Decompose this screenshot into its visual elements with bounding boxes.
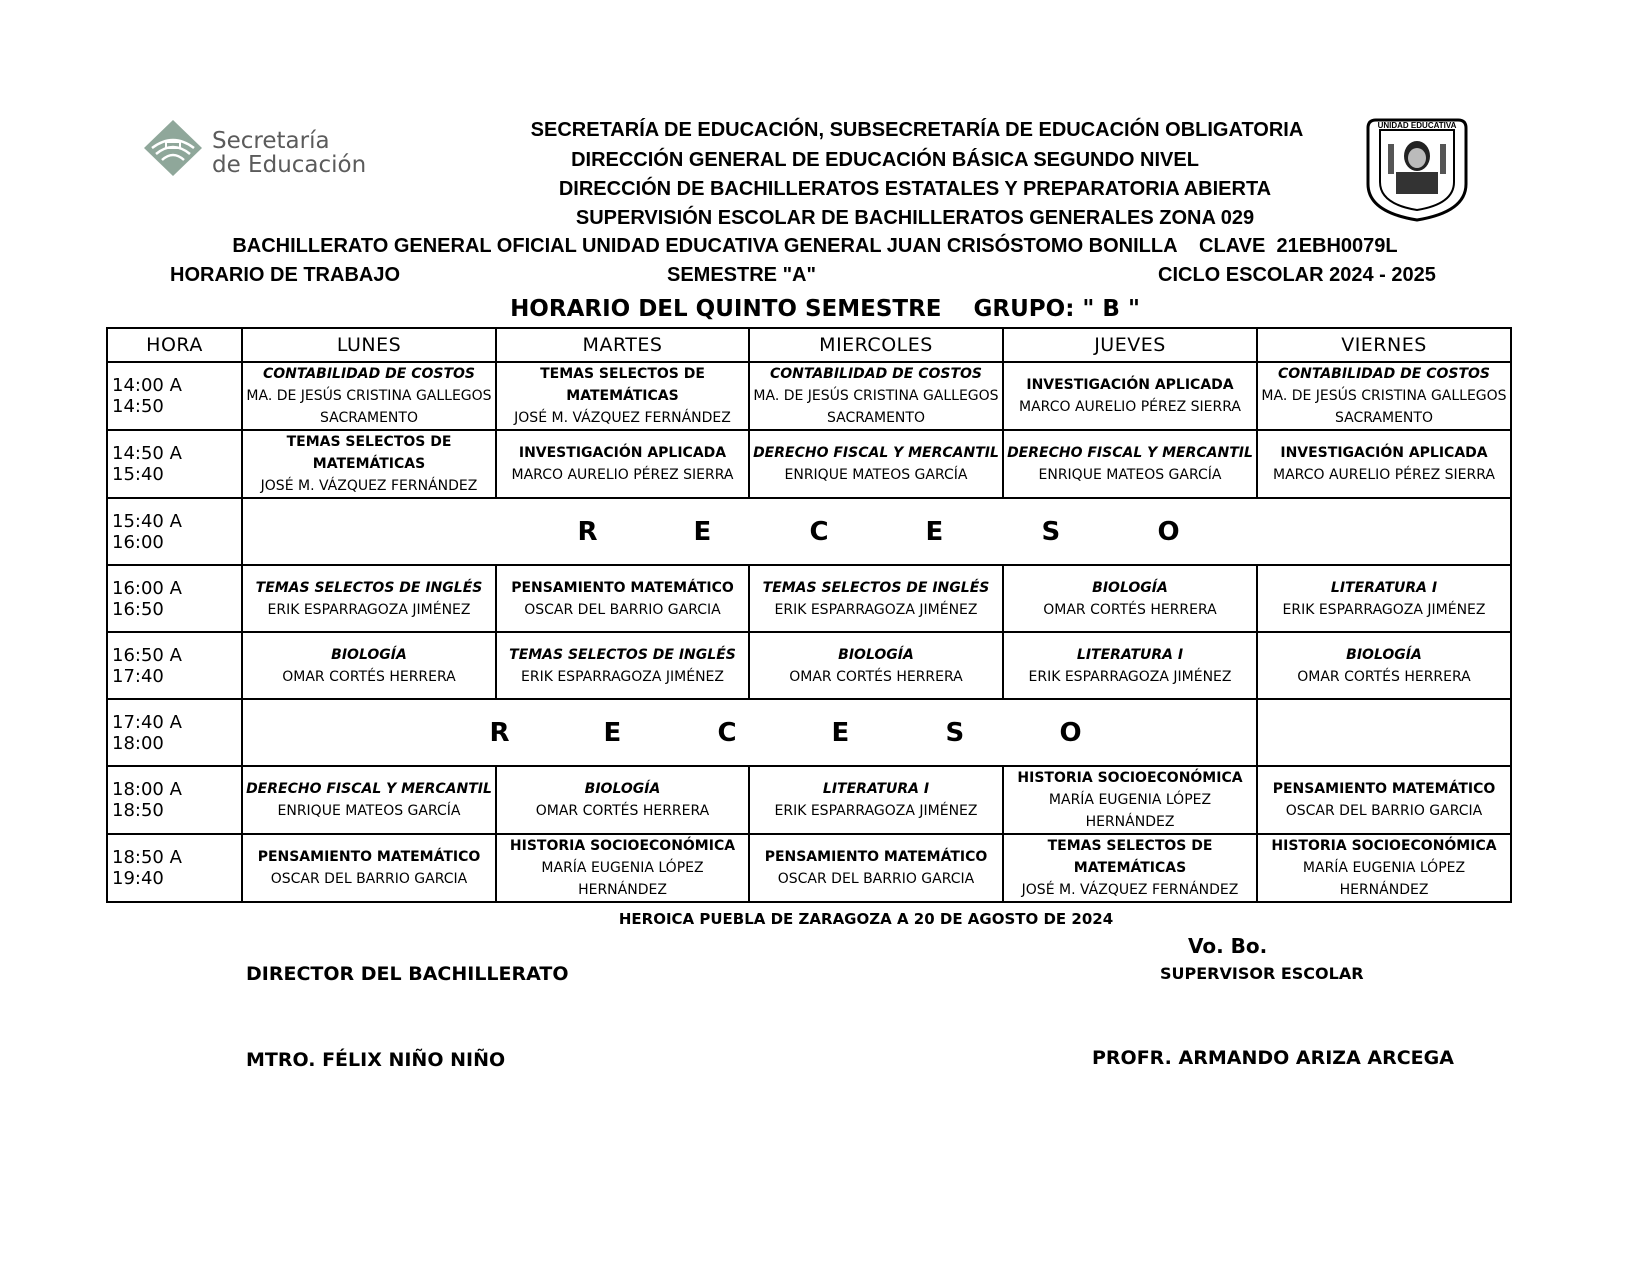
time-cell: 14:00 A 14:50: [107, 362, 242, 430]
table-row: [107, 362, 1511, 430]
subject-name: BIOLOGÍA: [331, 646, 407, 663]
column-header: HORA: [107, 328, 242, 362]
table-row: [107, 565, 1511, 632]
subject-name: PENSAMIENTO MATEMÁTICO: [511, 579, 734, 596]
teacher-name: JOSÉ M. VÁZQUEZ FERNÁNDEZ: [1021, 882, 1239, 898]
teacher-name: MARÍA EUGENIA LÓPEZ HERNÁNDEZ: [1302, 860, 1466, 898]
subject-name: INVESTIGACIÓN APLICADA: [518, 445, 727, 461]
subject-name: DERECHO FISCAL Y MERCANTIL: [753, 445, 999, 461]
class-cell: [1257, 766, 1511, 834]
subject-name: BIOLOGÍA: [838, 646, 914, 663]
class-cell: [242, 565, 496, 632]
column-header: JUEVES: [1003, 328, 1257, 362]
director-name: MTRO. FÉLIX NIÑO NIÑO: [246, 1049, 506, 1071]
table-row: [107, 699, 1511, 766]
recess-letter: O: [1157, 516, 1180, 547]
recess-letter: R: [489, 717, 510, 748]
subject-name: HISTORIA SOCIOECONÓMICA: [1017, 770, 1243, 786]
svg-text:UNIDAD EDUCATIVA: UNIDAD EDUCATIVA: [1377, 121, 1457, 130]
header-line-2: DIRECCIÓN GENERAL DE EDUCACIÓN BÁSICA SEGUNDO NIVEL: [571, 149, 1199, 171]
recess-letter: E: [925, 516, 944, 547]
teacher-name: ERIK ESPARRAGOZA JIMÉNEZ: [521, 668, 724, 685]
teacher-name: JOSÉ M. VÁZQUEZ FERNÁNDEZ: [514, 410, 731, 426]
subject-name: LITERATURA I: [822, 781, 930, 797]
teacher-name: MARÍA EUGENIA LÓPEZ HERNÁNDEZ: [1048, 792, 1212, 830]
table-row: [107, 766, 1511, 834]
teacher-name: OMAR CORTÉS HERRERA: [789, 668, 963, 685]
teacher-name: ENRIQUE MATEOS GARCÍA: [1038, 467, 1222, 483]
supervisor-name: PROFR. ARMANDO ARIZA ARCEGA: [1092, 1047, 1454, 1069]
recess-cell: [242, 699, 1257, 766]
time-cell: 15:40 A 16:00: [107, 498, 242, 565]
schedule-title: HORARIO DEL QUINTO SEMESTRE GRUPO: " B ": [510, 296, 1140, 322]
teacher-name: OSCAR DEL BARRIO GARCIA: [524, 601, 721, 618]
recess-letter: S: [945, 717, 965, 748]
table-row: [107, 430, 1511, 498]
class-cell: [496, 565, 749, 632]
class-cell: [749, 362, 1003, 430]
time-cell: 18:00 A 18:50: [107, 766, 242, 834]
logo-text-line1: Secretaría: [212, 128, 330, 154]
subject-name: PENSAMIENTO MATEMÁTICO: [764, 849, 988, 865]
subject-name: PENSAMIENTO MATEMÁTICO: [1272, 781, 1496, 797]
ciclo-escolar-label: CICLO ESCOLAR 2024 - 2025: [1158, 264, 1436, 286]
class-cell: [496, 362, 749, 430]
teacher-name: MARCO AURELIO PÉREZ SIERRA: [1019, 399, 1241, 415]
teacher-name: OMAR CORTÉS HERRERA: [1043, 601, 1217, 618]
logo-text-line2: de Educación: [212, 152, 367, 178]
teacher-name: MARCO AURELIO PÉREZ SIERRA: [1273, 467, 1495, 483]
class-cell: [1003, 766, 1257, 834]
recess-letter: C: [809, 516, 829, 547]
teacher-name: OMAR CORTÉS HERRERA: [535, 803, 710, 819]
header-line-3: DIRECCIÓN DE BACHILLERATOS ESTATALES Y PREPARATORIA ABIERTA: [558, 178, 1272, 200]
time-cell: 18:50 A 19:40: [107, 834, 242, 902]
subject-name: PENSAMIENTO MATEMÁTICO: [257, 849, 481, 865]
class-cell: [242, 362, 496, 430]
subject-name: DERECHO FISCAL Y MERCANTIL: [246, 781, 492, 797]
teacher-name: OMAR CORTÉS HERRERA: [1297, 668, 1471, 685]
supervisor-label: SUPERVISOR ESCOLAR: [1160, 964, 1364, 983]
class-cell: [242, 430, 496, 498]
subject-name: BIOLOGÍA: [1346, 646, 1422, 663]
subject-name: TEMAS SELECTOS DE MATEMÁTICAS: [540, 366, 705, 404]
class-cell: [1003, 565, 1257, 632]
class-cell: [1257, 565, 1511, 632]
subject-name: HISTORIA SOCIOECONÓMICA: [509, 838, 736, 854]
teacher-name: ERIK ESPARRAGOZA JIMÉNEZ: [1028, 668, 1232, 685]
teacher-name: ERIK ESPARRAGOZA JIMÉNEZ: [774, 803, 978, 819]
class-cell: [1257, 632, 1511, 699]
subject-name: TEMAS SELECTOS DE MATEMÁTICAS: [286, 434, 452, 472]
vobo-label: Vo. Bo.: [1188, 934, 1268, 958]
recess-letter: C: [717, 717, 737, 748]
recess-letter: E: [603, 717, 622, 748]
teacher-name: ERIK ESPARRAGOZA JIMÉNEZ: [267, 601, 471, 618]
teacher-name: MA. DE JESÚS CRISTINA GALLEGOS SACRAMENTO: [246, 388, 492, 426]
class-cell: [1257, 362, 1511, 430]
subject-name: TEMAS SELECTOS DE INGLÉS: [762, 579, 990, 596]
column-header: VIERNES: [1257, 328, 1511, 362]
teacher-name: MARCO AURELIO PÉREZ SIERRA: [511, 467, 734, 483]
place-date: HEROICA PUEBLA DE ZARAGOZA A 20 DE AGOSTO DE 2024: [618, 910, 1114, 928]
column-header: MIERCOLES: [749, 328, 1003, 362]
empty-cell: [1257, 699, 1511, 766]
table-row: [107, 834, 1511, 902]
subject-name: TEMAS SELECTOS DE INGLÉS: [509, 646, 736, 663]
teacher-name: ENRIQUE MATEOS GARCÍA: [277, 803, 461, 819]
class-cell: [496, 632, 749, 699]
table-row: [107, 498, 1511, 565]
teacher-name: ERIK ESPARRAGOZA JIMÉNEZ: [1282, 601, 1486, 618]
class-cell: [242, 834, 496, 902]
teacher-name: MA. DE JESÚS CRISTINA GALLEGOS SACRAMENTO: [1261, 388, 1507, 426]
table-row: [107, 632, 1511, 699]
class-cell: [242, 632, 496, 699]
header-line-4: SUPERVISIÓN ESCOLAR DE BACHILLERATOS GENERALES ZONA 029: [575, 207, 1255, 229]
subject-name: HISTORIA SOCIOECONÓMICA: [1271, 838, 1497, 854]
class-cell: [1003, 430, 1257, 498]
teacher-name: OMAR CORTÉS HERRERA: [282, 668, 456, 685]
time-cell: 16:00 A 16:50: [107, 565, 242, 632]
table-header-row: [107, 328, 1511, 362]
recess-letter: O: [1059, 717, 1082, 748]
teacher-name: ERIK ESPARRAGOZA JIMÉNEZ: [774, 601, 978, 618]
subject-name: INVESTIGACIÓN APLICADA: [1280, 445, 1488, 461]
class-cell: [1257, 430, 1511, 498]
class-cell: [1003, 834, 1257, 902]
subject-name: TEMAS SELECTOS DE INGLÉS: [255, 579, 483, 596]
subject-name: TEMAS SELECTOS DE MATEMÁTICAS: [1047, 838, 1213, 876]
teacher-name: ENRIQUE MATEOS GARCÍA: [784, 467, 968, 483]
recess-letter: E: [831, 717, 850, 748]
recess-cell: [242, 498, 1511, 565]
class-cell: [749, 766, 1003, 834]
schedule-table: [106, 327, 1512, 903]
subject-name: DERECHO FISCAL Y MERCANTIL: [1007, 445, 1253, 461]
subject-name: CONTABILIDAD DE COSTOS: [769, 366, 982, 382]
class-cell: [1003, 632, 1257, 699]
subject-name: CONTABILIDAD DE COSTOS: [1277, 366, 1490, 382]
class-cell: [496, 430, 749, 498]
teacher-name: OSCAR DEL BARRIO GARCIA: [777, 871, 975, 887]
time-cell: 17:40 A 18:00: [107, 699, 242, 766]
teacher-name: MA. DE JESÚS CRISTINA GALLEGOS SACRAMENTO: [753, 388, 999, 426]
class-cell: [749, 565, 1003, 632]
teacher-name: MARÍA EUGENIA LÓPEZ HERNÁNDEZ: [541, 860, 704, 898]
director-label: DIRECTOR DEL BACHILLERATO: [246, 963, 569, 985]
class-cell: [496, 766, 749, 834]
time-cell: 16:50 A 17:40: [107, 632, 242, 699]
subject-name: LITERATURA I: [1330, 579, 1438, 596]
class-cell: [749, 430, 1003, 498]
subject-name: BIOLOGÍA: [584, 781, 661, 797]
subject-name: CONTABILIDAD DE COSTOS: [262, 366, 475, 382]
column-header: MARTES: [496, 328, 749, 362]
semestre-label: SEMESTRE "A": [667, 264, 816, 286]
recess-letter: E: [693, 516, 712, 547]
teacher-name: JOSÉ M. VÁZQUEZ FERNÁNDEZ: [260, 478, 478, 494]
class-cell: [1003, 362, 1257, 430]
class-cell: [1257, 834, 1511, 902]
class-cell: [242, 766, 496, 834]
column-header: LUNES: [242, 328, 496, 362]
header-line-1: SECRETARÍA DE EDUCACIÓN, SUBSECRETARÍA DE EDUCACIÓN OBLIGATORIA: [530, 119, 1304, 141]
class-cell: [749, 834, 1003, 902]
class-cell: [749, 632, 1003, 699]
header-line-5: BACHILLERATO GENERAL OFICIAL UNIDAD EDUCATIVA GENERAL JUAN CRISÓSTOMO BONILLA CLAVE 21EBH0079L: [232, 235, 1398, 257]
teacher-name: OSCAR DEL BARRIO GARCIA: [1285, 803, 1483, 819]
time-cell: 14:50 A 15:40: [107, 430, 242, 498]
subject-name: LITERATURA I: [1076, 646, 1184, 663]
horario-trabajo-label: HORARIO DE TRABAJO: [170, 264, 401, 286]
class-cell: [496, 834, 749, 902]
recess-letter: R: [577, 516, 598, 547]
recess-letter: S: [1041, 516, 1061, 547]
subject-name: BIOLOGÍA: [1092, 579, 1168, 596]
subject-name: INVESTIGACIÓN APLICADA: [1026, 377, 1234, 393]
teacher-name: OSCAR DEL BARRIO GARCIA: [270, 871, 468, 887]
